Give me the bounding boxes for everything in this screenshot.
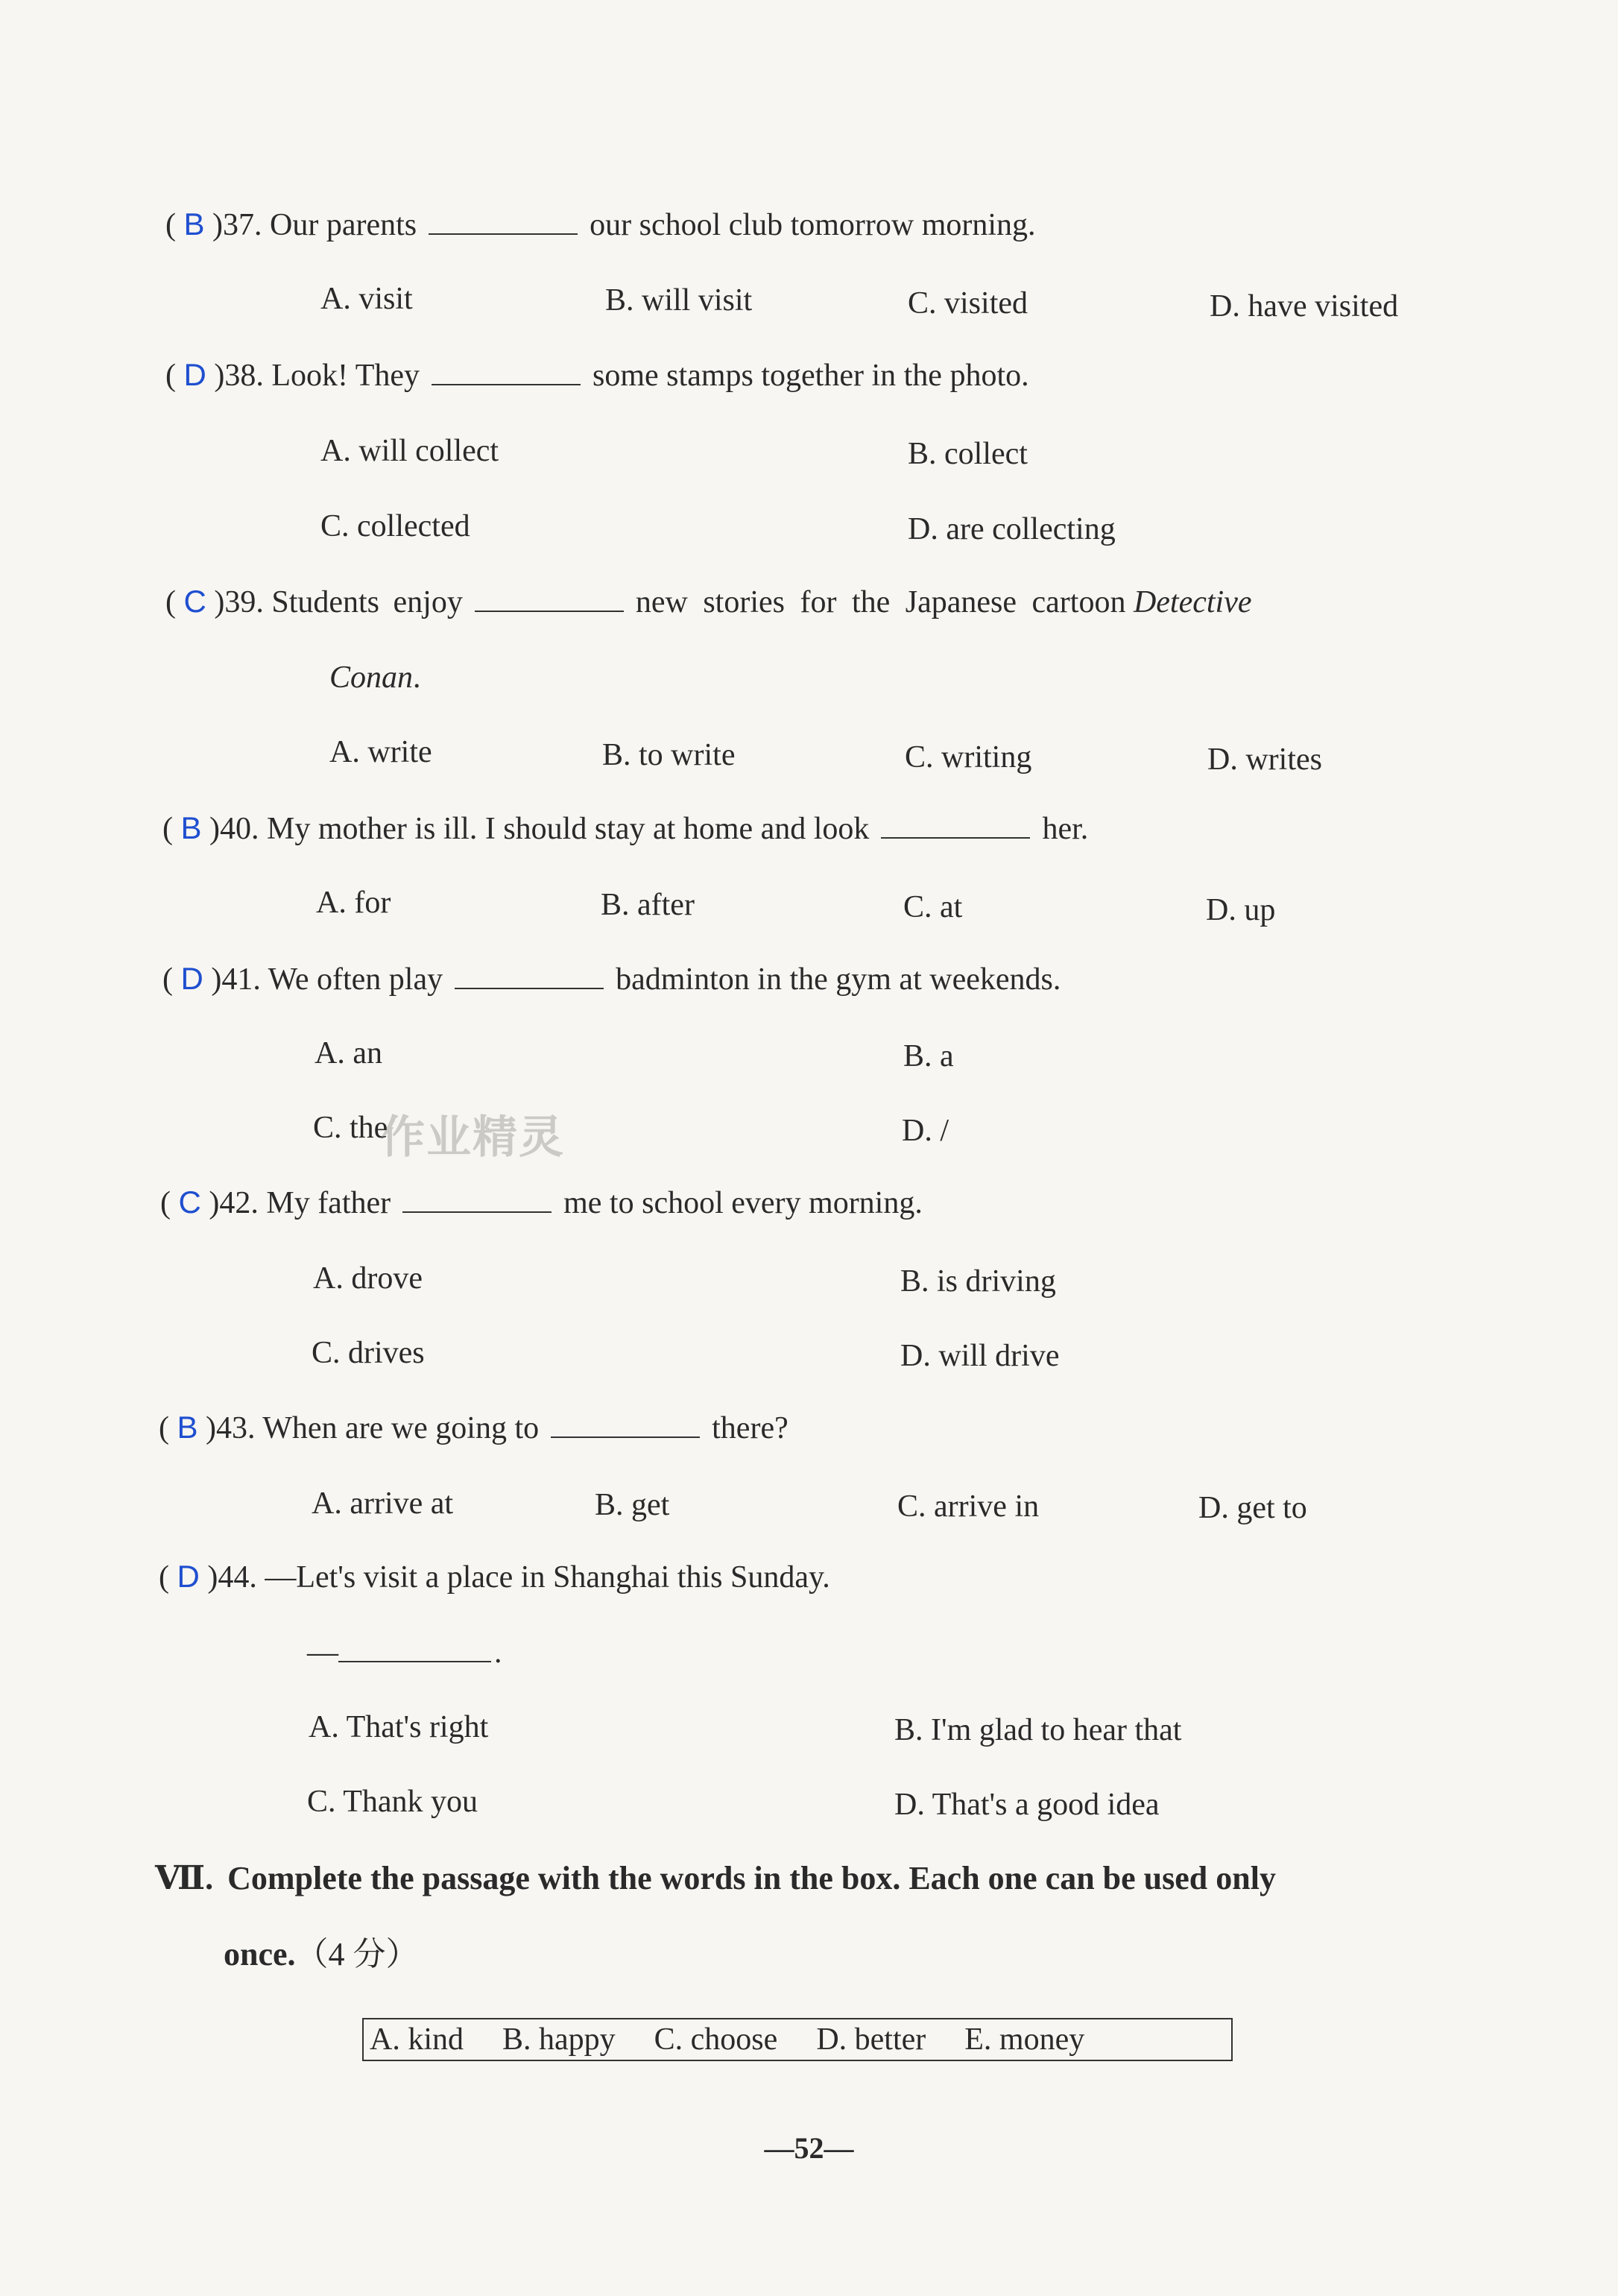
question-42: ( C )42. My father me to school every morning. (160, 1185, 923, 1220)
section-score: （4 分） (295, 1936, 419, 1972)
page-number: —52— (764, 2131, 854, 2165)
question-37: ( B )37. Our parents our school club tomorrow morning. (165, 206, 1036, 242)
blank (475, 588, 624, 612)
answer-43: B (177, 1410, 198, 1445)
blank (338, 1639, 491, 1662)
question-44-reply: — . (307, 1636, 502, 1670)
option-42-b: B. is driving (900, 1264, 1056, 1299)
option-40-c: C. at (903, 890, 963, 924)
question-43: ( B )43. When are we going to there? (159, 1410, 789, 1445)
blank (551, 1414, 700, 1438)
option-38-c: C. collected (320, 509, 470, 543)
option-44-d: D. That's a good idea (894, 1788, 1160, 1822)
question-number: 44. (218, 1560, 257, 1595)
option-41-a: A. an (315, 1036, 382, 1070)
question-number: 41. (221, 962, 261, 997)
option-44-a: A. That's right (309, 1710, 489, 1744)
question-39: ( C )39. Students enjoy new stories for the Japanese cartoon Detective (165, 584, 1252, 619)
question-number: 40. (220, 812, 259, 846)
option-43-b: B. get (595, 1488, 670, 1522)
question-38: ( D )38. Look! They some stamps together in the photo. (165, 357, 1029, 393)
question-number: 42. (219, 1186, 259, 1220)
option-39-a: A. write (329, 735, 432, 769)
option-42-a: A. drove (313, 1261, 423, 1296)
option-43-c: C. arrive in (897, 1489, 1040, 1524)
question-41: ( D )41. We often play badminton in the gym at weekends. (162, 961, 1061, 997)
question-39-continued: Conan. (329, 660, 421, 695)
question-stem-post: her. (1042, 812, 1089, 846)
blank (455, 965, 604, 989)
blank (402, 1189, 552, 1213)
question-stem-italic: Detective (1133, 585, 1252, 619)
answer-39: C (183, 584, 206, 619)
option-37-a: A. visit (320, 282, 413, 316)
blank (432, 362, 581, 385)
option-40-d: D. up (1206, 893, 1276, 927)
question-stem-post: new stories for the Japanese cartoon (635, 585, 1126, 619)
answer-42: C (178, 1185, 201, 1220)
question-number: 39. (224, 585, 264, 619)
blank (429, 211, 578, 235)
option-39-c: C. writing (905, 740, 1032, 775)
option-39-d: D. writes (1207, 742, 1322, 777)
question-stem-pre: My mother is ill. I should stay at home and look (267, 812, 870, 846)
option-44-c: C. Thank you (307, 1785, 478, 1819)
option-42-c: C. drives (312, 1336, 425, 1370)
option-40-b: B. after (601, 888, 695, 922)
question-stem-pre: My father (266, 1186, 391, 1220)
word-option: C. choose (654, 2022, 778, 2057)
question-stem-post: some stamps together in the photo. (592, 359, 1029, 393)
word-option: E. money (964, 2022, 1085, 2057)
answer-40: B (180, 810, 202, 845)
option-37-b: B. will visit (605, 283, 753, 318)
answer-41: D (180, 961, 203, 996)
option-38-d: D. are collecting (908, 512, 1116, 546)
question-stem-pre: Look! They (271, 359, 420, 393)
section-heading (155, 1862, 1276, 1895)
question-stem-pre: Students enjoy (271, 585, 463, 619)
question-40: ( B )40. My mother is ill. I should stay at home and look her. (162, 810, 1089, 846)
word-option: B. happy (502, 2022, 616, 2057)
question-stem-post: there? (712, 1411, 789, 1445)
option-38-a: A. will collect (320, 434, 499, 468)
question-stem-pre: When are we going to (262, 1411, 540, 1445)
word-option: A. kind (370, 2022, 464, 2057)
option-42-d: D. will drive (900, 1339, 1060, 1373)
option-41-c: C. the (313, 1111, 388, 1145)
question-stem-post: badminton in the gym at weekends. (616, 962, 1061, 997)
question-number: 37. (223, 208, 262, 242)
option-39-b: B. to write (602, 738, 736, 772)
question-number: 38. (224, 359, 264, 393)
answer-44: D (177, 1559, 200, 1594)
question-number: 43. (216, 1411, 256, 1445)
option-38-b: B. collect (908, 437, 1028, 471)
question-stem-pre: Our parents (270, 208, 417, 242)
option-37-c: C. visited (908, 286, 1028, 321)
question-stem-pre: —Let's visit a place in Shanghai this Sunday. (265, 1560, 830, 1595)
answer-37: B (183, 206, 205, 242)
section-instruction: Complete the passage with the words in the box. Each one can be used only (227, 1860, 1276, 1896)
blank (881, 815, 1030, 839)
option-41-b: B. a (903, 1039, 954, 1073)
question-stem-post: our school club tomorrow morning. (590, 208, 1036, 242)
option-43-d: D. get to (1198, 1491, 1307, 1525)
section-number: Ⅶ. (155, 1860, 214, 1896)
option-40-a: A. for (316, 886, 391, 920)
question-stem-post: me to school every morning. (563, 1186, 923, 1220)
option-37-d: D. have visited (1210, 289, 1399, 324)
option-44-b: B. I'm glad to hear that (894, 1713, 1182, 1747)
answer-38: D (183, 357, 206, 392)
option-41-d: D. / (902, 1114, 949, 1148)
option-43-a: A. arrive at (312, 1486, 454, 1521)
question-44: ( D )44. —Let's visit a place in Shanghai this Sunday. (159, 1559, 830, 1595)
question-stem-pre: We often play (268, 962, 443, 997)
watermark: 作业精灵 (380, 1111, 565, 1164)
section-heading-continued: once.（4 分） (224, 1936, 419, 1972)
word-box (362, 2018, 1233, 2061)
word-option: D. better (816, 2022, 926, 2057)
